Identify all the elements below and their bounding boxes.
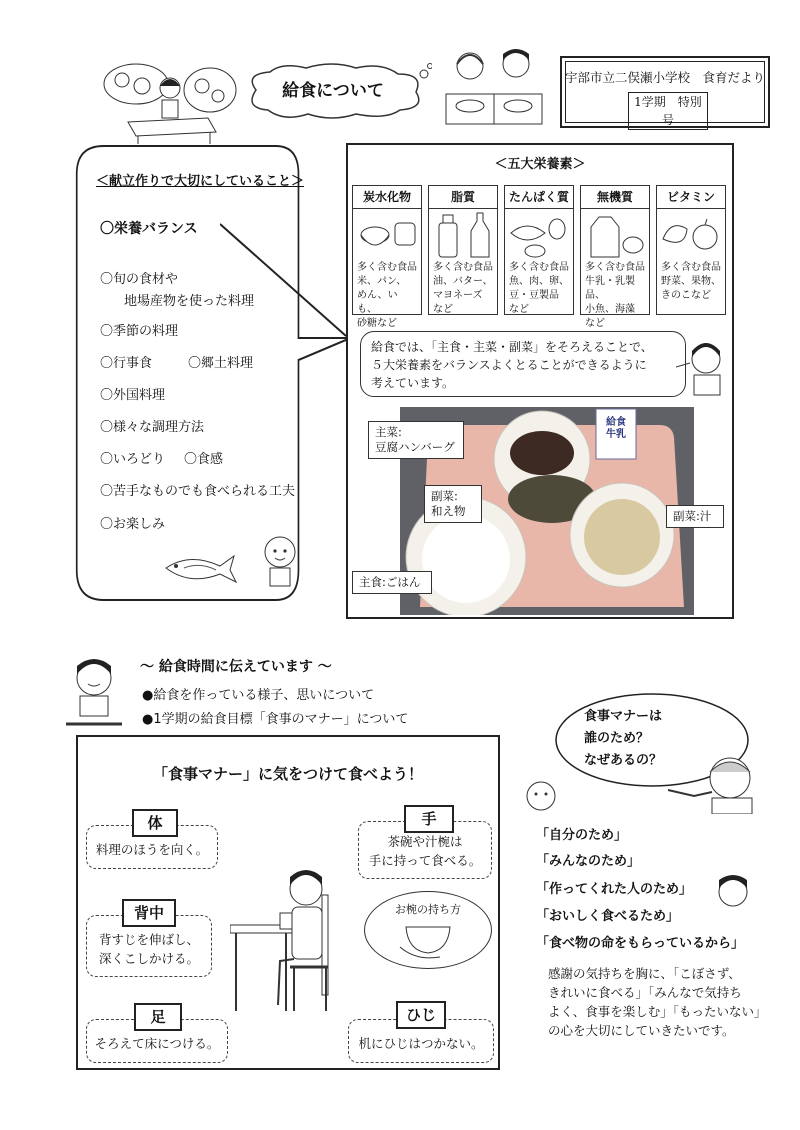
menu-heading: ＜献立作りで大切にしていること＞ [96, 174, 305, 189]
label-side-dish-1: 副菜: 和え物 [424, 485, 482, 523]
manner-hand-text: 茶碗や汁椀は 手に持って食べる。 [358, 821, 492, 879]
lunch-time-bullet-2: ●1学期の給食目標「食事のマナー」について [142, 712, 409, 727]
nutrient-carbohydrate: 炭水化物 多く含む食品 米、パン、 めん、いも、 砂糖など [352, 185, 422, 315]
label-main-dish: 主菜: 豆腐ハンバーグ [368, 421, 464, 459]
manner-elbow-tag: ひじ [396, 1001, 446, 1029]
menu-item-local: 地場産物を使った料理 [124, 294, 255, 309]
manner-body-text: 料理のほうを向く。 [86, 825, 218, 869]
menu-item-texture: 〇食感 [184, 452, 224, 467]
girl-icon [256, 532, 306, 592]
fish-meat-icon [505, 209, 573, 261]
menu-item-picky: 〇苦手なものでも食べられる工夫 [100, 484, 296, 499]
kids-eating-illustration [444, 44, 544, 128]
menu-item-color: 〇いろどり [100, 452, 166, 467]
manner-body-tag: 体 [132, 809, 178, 837]
fish-icon [160, 546, 240, 590]
why-question: 食事マナーは 誰のため？ なぜあるの？ [584, 709, 663, 768]
menu-main-point: 〇栄養バランス [100, 221, 198, 237]
school-info-box [560, 56, 770, 128]
milk-carton-icon [581, 209, 649, 261]
school-name: 宇部市立二俣瀬小学校 食育だより [564, 70, 765, 85]
manners-title: 「食事マナー」に気をつけて食べよう！ [152, 765, 423, 783]
child-small-icon [520, 776, 562, 818]
teacher-icon [676, 337, 732, 397]
reason-cooks: 「作ってくれた人のため」 [536, 882, 693, 897]
manner-feet-text: そろえて床につける。 [86, 1019, 228, 1063]
nutrient-fat: 脂質 多く含む食品 油、バター、 マヨネーズ など [428, 185, 498, 315]
nutrient-protein: たんぱく質 多く含む食品 魚、肉、卵、 豆・豆製品 など [504, 185, 574, 315]
menu-item-methods: 〇様々な調理方法 [100, 420, 205, 435]
sitting-child-illustration [230, 865, 350, 1015]
manner-hand-tag: 手 [404, 805, 454, 833]
boy-eating-icon [66, 654, 122, 730]
teacher-pointing-icon [664, 752, 770, 814]
menu-item-season-dish: 〇季節の料理 [100, 324, 179, 339]
menu-item-fun: 〇お楽しみ [100, 517, 166, 532]
manner-back-tag: 背中 [122, 899, 176, 927]
menu-item-seasonal: 〇旬の食材や [100, 272, 179, 287]
manner-feet-tag: 足 [134, 1003, 182, 1031]
menu-item-event: 〇行事食 [100, 356, 153, 371]
menu-item-regional: 〇郷土料理 [188, 356, 254, 371]
boy-small-icon [712, 870, 754, 914]
kid-thinking-illustration [98, 62, 238, 144]
milk-label: 給食 牛乳 [606, 417, 626, 440]
manner-back-text: 背すじを伸ばし、 深くこしかける。 [86, 915, 212, 977]
nutrients-box [346, 143, 734, 619]
menu-panel-pointer [220, 210, 360, 350]
label-side-dish-soup: 副菜:汁 [666, 505, 724, 528]
reason-self: 「自分のため」 [536, 828, 628, 843]
reason-tasty: 「おいしく食べるため」 [536, 909, 680, 924]
reason-life: 「食べ物の命をもらっているから」 [536, 936, 745, 951]
oil-bottle-icon [429, 209, 497, 261]
page-title: 給食について [282, 81, 384, 101]
nutrient-vitamin: ビタミン 多く含む食品 野菜、果物、 きのこなど [656, 185, 726, 315]
closing-message: 感謝の気持ちを胸に、「こぼさず、 きれいに食べる」「みんなで気持ち よく、食事を楽しむ」「もったいない」 の心を大切にしていきたいです。 [548, 966, 767, 1038]
label-staple: 主食:ごはん [352, 571, 432, 594]
vegetable-fruit-icon [657, 209, 725, 261]
menu-item-foreign: 〇外国料理 [100, 388, 166, 403]
manner-elbow-text: 机にひじはつかない。 [348, 1019, 494, 1063]
bowl-hand-icon [396, 917, 460, 963]
rice-bowl-icon [353, 209, 421, 261]
issue-label: 1学期 特別号 [628, 92, 708, 130]
reason-everyone: 「みんなのため」 [536, 854, 641, 869]
nutrient-mineral: 無機質 多く含む食品 牛乳・乳製品、 小魚、海藻 など [580, 185, 650, 315]
balance-note: 給食では、「主食・主菜・副菜」をそろえることで、 ５大栄養素をバランスよくとることができるように 考えています。 [360, 331, 686, 397]
lunch-time-bullet-1: ●給食を作っている様子、思いについて [142, 688, 375, 703]
bowl-holding-caption: お椀の持ち方 [395, 903, 461, 916]
manners-box [76, 735, 500, 1070]
nutrients-title: ＜五大栄養素＞ [494, 157, 586, 172]
lunch-time-heading: ～ 給食時間に伝えています ～ [140, 659, 332, 675]
